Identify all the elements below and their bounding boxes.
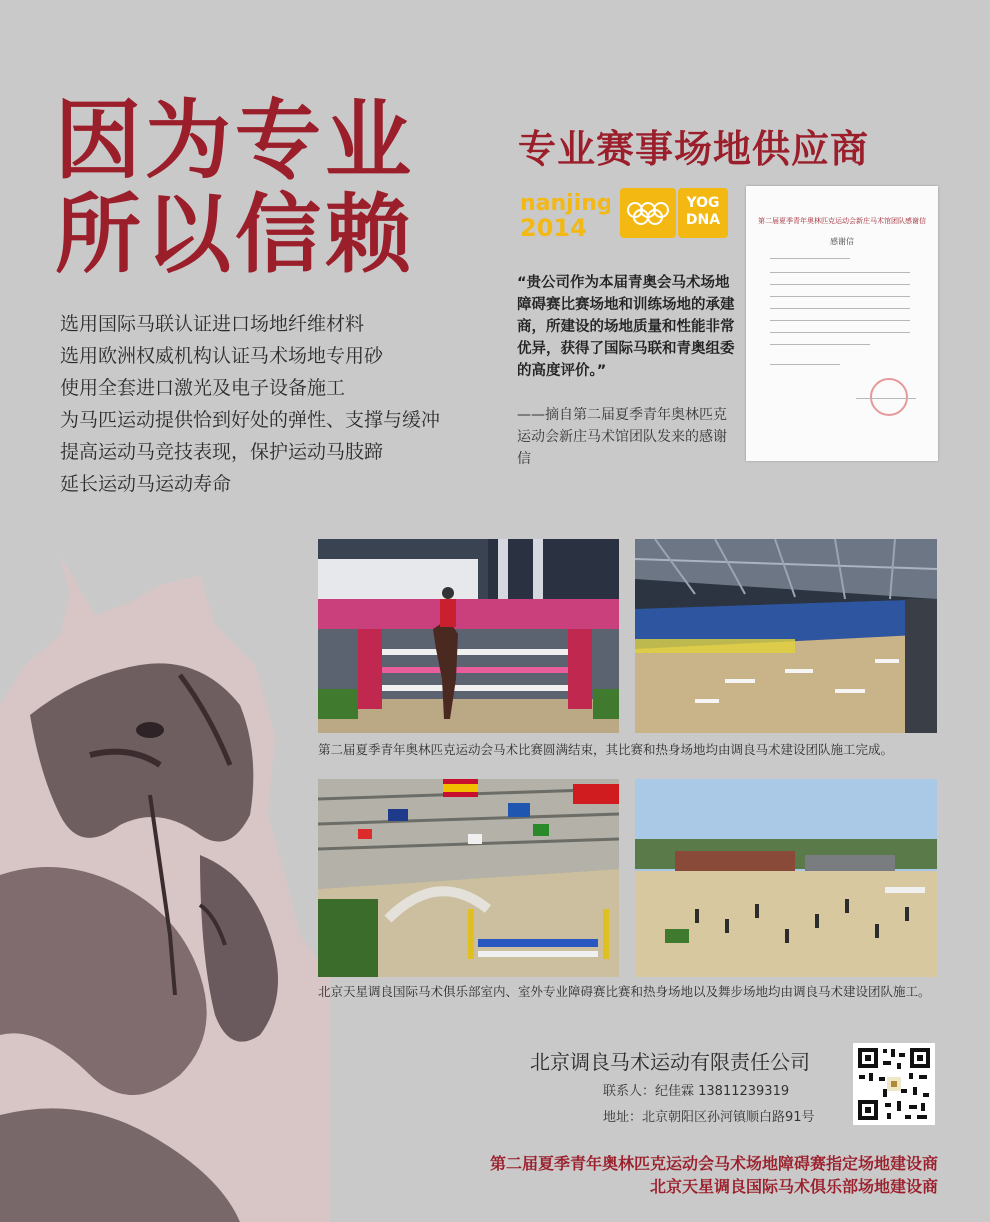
red-stamp-icon [870, 378, 908, 416]
feature-list [60, 308, 440, 500]
company-address: 地址：北京朝阳区孙河镇顺白路91号 [603, 1110, 815, 1125]
letter-title: 第二届夏季青年奥林匹克运动会新庄马术馆团队感谢信 [758, 217, 926, 225]
yog-logo-line-2: DNA [685, 212, 721, 228]
photo-indoor-arena-panorama [635, 539, 937, 733]
photo-indoor-arena-flags [318, 779, 619, 977]
yog-dna-logo [678, 188, 728, 238]
nanjing-2014-logo [518, 186, 610, 248]
feature-item: 为马匹运动提供恰到好处的弹性、支撑与缓冲 [60, 409, 441, 431]
photo-caption-bottom: 北京天星调良国际马术俱乐部室内、室外专业障碍赛比赛和热身场地以及舞步场地均由调良马术建设团队施工。 [318, 984, 931, 999]
horse-illustration [0, 555, 330, 1222]
testimonial-quote: “贵公司作为本届青奥会马术场地障碍赛比赛场地和训练场地的承建商，所建设的场地质量和性能非常优异，获得了国际马联和青奥组委的高度评价。” [517, 275, 735, 379]
nanjing-logo-text: nanjing [520, 191, 610, 216]
qr-code-icon[interactable] [853, 1043, 935, 1125]
yog-logo-line-1: YOG [686, 195, 720, 211]
feature-item: 选用国际马联认证进口场地纤维材料 [60, 313, 365, 335]
feature-item: 提高运动马竞技表现，保护运动马肢蹄 [60, 441, 384, 463]
feature-item: 选用欧洲权威机构认证马术场地专用砂 [60, 345, 384, 367]
photo-caption-top: 第二届夏季青年奥林匹克运动会马术比赛圆满结束，其比赛和热身场地均由调良马术建设团队施工完成。 [318, 742, 894, 757]
photo-outdoor-arena [635, 779, 937, 977]
nanjing-logo-year: 2014 [520, 214, 587, 242]
headline-line-2: 所以信赖 [55, 185, 415, 285]
quote-source: ——摘自第二届夏季青年奥林匹克运动会新庄马术馆团队发来的感谢信 [517, 407, 727, 467]
company-name: 北京调良马术运动有限责任公司 [530, 1050, 810, 1074]
thank-you-letter-image [746, 186, 938, 461]
headline-line-1: 因为专业 [55, 91, 415, 191]
photo-indoor-arena-rider [318, 539, 619, 733]
footer-line-1: 第二届夏季青年奥林匹克运动会马术场地障碍赛指定场地建设商 [489, 1154, 938, 1173]
supplier-title: 专业赛事场地供应商 [518, 127, 870, 171]
letter-subtitle: 感谢信 [830, 237, 854, 246]
feature-item: 使用全套进口激光及电子设备施工 [60, 377, 346, 399]
feature-item: 延长运动马运动寿命 [60, 473, 232, 495]
olympic-rings-logo [620, 188, 676, 238]
company-contact: 联系人：纪佳霖 13811239319 [603, 1084, 790, 1099]
footer-line-2: 北京天星调良国际马术俱乐部场地建设商 [649, 1177, 938, 1196]
